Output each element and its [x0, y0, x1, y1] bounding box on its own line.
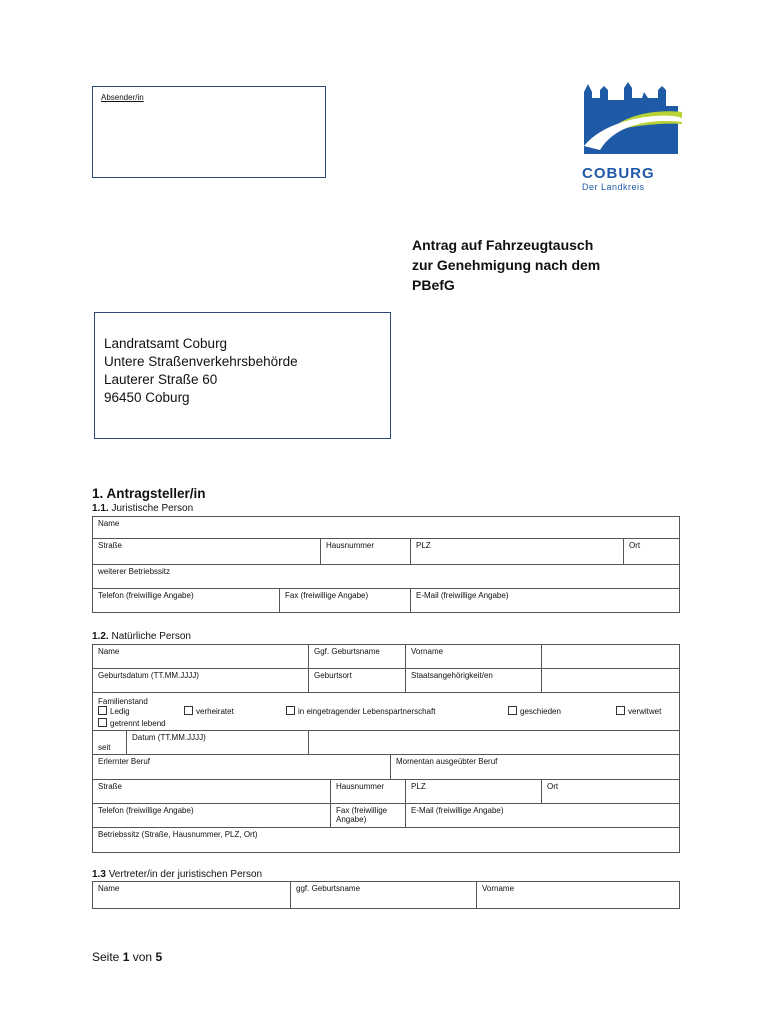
field-datum-value[interactable] [309, 731, 680, 755]
field-geburtsort[interactable] [309, 669, 406, 693]
field-vorname[interactable] [406, 645, 542, 669]
option-geschieden-label: geschieden [520, 707, 561, 716]
label-geburtsort: Geburtsort [314, 671, 352, 680]
checkbox-icon[interactable] [508, 706, 517, 715]
field-geburtsdatum[interactable] [93, 669, 309, 693]
section-1-2-title [92, 631, 191, 642]
address-line-3: Lauterer Straße 60 [104, 372, 218, 387]
label-geburtsdatum: Geburtsdatum (TT.MM.JJJJ) [98, 671, 199, 680]
footer-von: von [132, 950, 153, 964]
field-vorname[interactable] [477, 882, 680, 909]
label-betriebssitz: weiterer Betriebssitz [98, 567, 171, 576]
label-beruf: Erlernter Beruf [98, 757, 151, 766]
title-line-3: PBefG [412, 277, 455, 293]
field-name[interactable] [93, 645, 309, 669]
field-seit [93, 731, 127, 755]
field-fax[interactable] [280, 589, 411, 613]
table-natuerliche-person [92, 644, 680, 853]
option-getrennt-label: getrennt lebend [110, 719, 166, 728]
field-geburtsname[interactable] [309, 645, 406, 669]
section-1-1-num: 1.1. [92, 503, 109, 514]
label-plz: PLZ [416, 541, 431, 550]
checkbox-icon[interactable] [616, 706, 625, 715]
label-datum: Datum (TT.MM.JJJJ) [132, 733, 206, 742]
checkbox-icon[interactable] [286, 706, 295, 715]
page-number [92, 950, 162, 964]
option-lebenspartnerschaft[interactable] [286, 706, 435, 716]
label-strasse: Straße [98, 541, 123, 550]
field-momentan[interactable] [391, 755, 680, 780]
title-line-2: zur Genehmigung nach dem [412, 257, 601, 273]
sender-box[interactable] [92, 86, 326, 178]
title-line-1: Antrag auf Fahrzeugtausch [412, 237, 594, 253]
field-betriebssitz[interactable] [93, 565, 680, 589]
field-strasse[interactable] [93, 539, 321, 565]
field-email[interactable] [406, 804, 680, 828]
address-line-4: 96450 Coburg [104, 390, 190, 405]
label-momentan: Momentan ausgeübter Beruf [396, 757, 498, 766]
field-telefon[interactable] [93, 804, 331, 828]
option-verheiratet[interactable] [184, 706, 234, 716]
label-telefon: Telefon (freiwillige Angabe) [98, 806, 194, 815]
section-1-1-label: Juristische Person [111, 503, 194, 514]
label-name: Name [98, 884, 120, 893]
field-staatsangehoerigkeit[interactable] [406, 669, 542, 693]
checkbox-icon[interactable] [98, 718, 107, 727]
option-verwitwet[interactable] [616, 706, 661, 716]
label-geburtsname: Ggf. Geburtsname [314, 647, 380, 656]
label-fax: Fax (freiwillige Angabe) [336, 806, 388, 824]
label-vorname: Vorname [482, 884, 515, 893]
checkbox-icon[interactable] [184, 706, 193, 715]
address-line-2: Untere Straßenverkehrsbehörde [104, 354, 298, 369]
table-juristische-person [92, 516, 680, 613]
section-1-3-label: Vertreter/in der juristischen Person [108, 869, 263, 880]
field-email[interactable] [411, 589, 680, 613]
section-1-1-title [92, 503, 193, 514]
field-name[interactable] [93, 882, 291, 909]
logo-sub: Der Landkreis [582, 182, 645, 192]
section-1-2-label: Natürliche Person [111, 631, 191, 642]
label-email: E-Mail (freiwillige Angabe) [411, 806, 504, 815]
address-line-1: Landratsamt Coburg [104, 336, 228, 351]
option-geschieden[interactable] [508, 706, 561, 716]
label-name: Name [98, 519, 120, 528]
label-strasse: Straße [98, 782, 123, 791]
footer-total: 5 [155, 950, 163, 964]
logo-name: COBURG [582, 165, 655, 182]
table-vertreter [92, 881, 680, 909]
section-1-title: 1. Antragsteller/in [92, 486, 206, 501]
label-fax: Fax (freiwillige Angabe) [285, 591, 369, 600]
label-vorname: Vorname [411, 647, 444, 656]
castle-icon [578, 76, 684, 160]
label-familienstand: Familienstand [98, 697, 148, 706]
field-telefon[interactable] [93, 589, 280, 613]
field-name[interactable] [93, 517, 680, 539]
option-lp-label: in eingetragender Lebenspartnerschaft [298, 707, 436, 716]
option-ledig[interactable] [98, 706, 130, 716]
field-ort[interactable] [542, 780, 680, 804]
field-ort[interactable] [624, 539, 680, 565]
checkbox-icon[interactable] [98, 706, 107, 715]
section-1-3-title [92, 869, 262, 880]
option-ledig-label: Ledig [110, 707, 130, 716]
field-strasse[interactable] [93, 780, 331, 804]
footer-page: 1 [122, 950, 130, 964]
label-staatsangehoerigkeit: Staatsangehörigkeit/en [411, 671, 493, 680]
form-title [412, 235, 600, 295]
label-email: E-Mail (freiwillige Angabe) [416, 591, 509, 600]
label-betriebssitz: Betriebssitz (Straße, Hausnummer, PLZ, Ort) [98, 830, 258, 839]
field-familienstand [93, 693, 680, 731]
option-getrennt[interactable] [98, 718, 674, 728]
field-staat-extra[interactable] [542, 669, 680, 693]
field-hausnummer[interactable] [321, 539, 411, 565]
field-hausnummer[interactable] [331, 780, 406, 804]
field-plz[interactable] [406, 780, 542, 804]
section-1-2-num: 1.2. [92, 631, 109, 642]
label-ort: Ort [547, 782, 559, 791]
option-verwitwet-label: verwitwet [628, 707, 662, 716]
label-hausnummer: Hausnummer [336, 782, 385, 791]
footer-seite: Seite [92, 950, 120, 964]
label-telefon: Telefon (freiwillige Angabe) [98, 591, 194, 600]
label-ort: Ort [629, 541, 641, 550]
section-1-3-num: 1.3 [92, 869, 106, 880]
address-box [94, 312, 391, 439]
field-vorname-extra[interactable] [542, 645, 680, 669]
field-geburtsname[interactable] [291, 882, 477, 909]
label-plz: PLZ [411, 782, 426, 791]
field-datum[interactable] [127, 731, 309, 755]
field-betriebssitz[interactable] [93, 828, 680, 853]
label-name: Name [98, 647, 120, 656]
field-fax[interactable] [331, 804, 406, 828]
coburg-logo [578, 76, 684, 196]
field-plz[interactable] [411, 539, 624, 565]
option-verheiratet-label: verheiratet [196, 707, 234, 716]
label-geburtsname: ggf. Geburtsname [296, 884, 361, 893]
field-beruf[interactable] [93, 755, 391, 780]
label-seit: seit [98, 743, 111, 752]
sender-label: Absender/in [101, 93, 144, 102]
label-hausnummer: Hausnummer [326, 541, 375, 550]
